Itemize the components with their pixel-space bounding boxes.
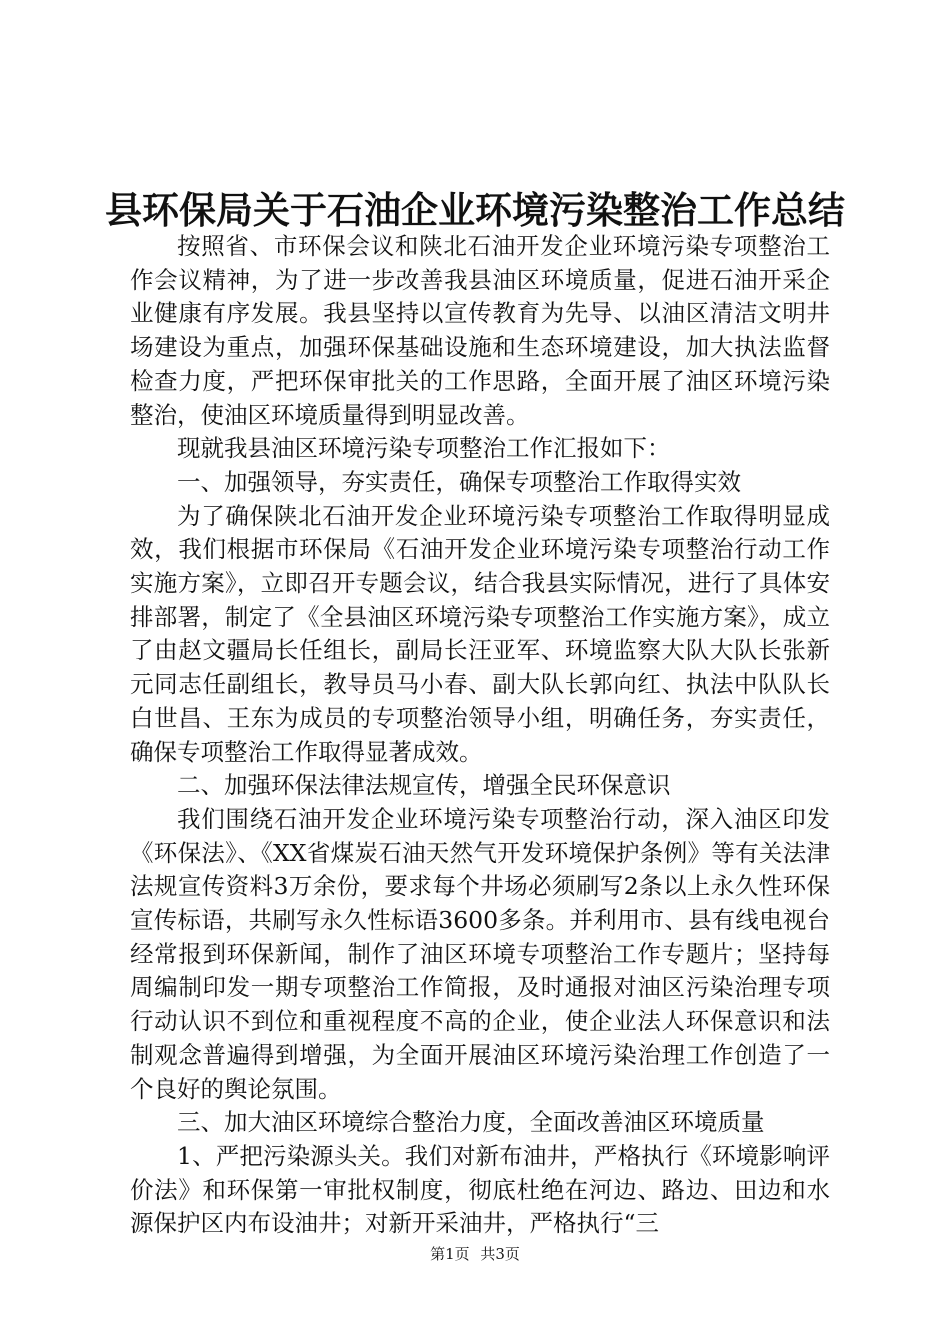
section-heading-3: 三、加大油区环境综合整治力度，全面改善油区环境质量 [177,1108,765,1137]
section-heading-1: 一、加强领导，夯实责任，确保专项整治工作取得实效 [177,467,741,496]
document-title: 县环保局关于石油企业环境污染整治工作总结 [105,188,845,232]
document-body [130,230,830,1241]
page-total: 共3页 [480,1245,520,1263]
paragraph-section-1: 为了确保陕北石油开发企业环境污染专项整治工作取得明显成效，我们根据市环保局《石油开发企业环境污染专项整治行动工作实施方案》，立即召开专题会议，结合我县实际情况，进行了具体安排部署，制定了《全县油区环境污染专项整治工作实施方案》，成立了由赵文疆局长任组长，副局长汪亚军、环境监察大队大队长张新元同志任副组长，教导员马小春、副大队长郭向红、执法中队队长白世昌、王东为成员的专项整治领导小组，明确任务，夯实责任，确保专项整治工作取得显著成效。 [130,501,830,766]
paragraph-intro: 按照省、市环保会议和陕北石油开发企业环境污染专项整治工作会议精神，为了进一步改善我县油区环境质量，促进石油开采企业健康有序发展。我县坚持以宣传教育为先导、以油区清洁文明井场建设为重点，加强环保基础设施和生态环境建设，加大执法监督检查力度，严把环保审批关的工作思路，全面开展了油区环境污染整治，使油区环境质量得到明显改善。 [130,232,830,429]
paragraph-section-2: 我们围绕石油开发企业环境污染专项整治行动，深入油区印发《环保法》、《XX省煤炭石油天然气开发环境保护条例》等有关法津法规宣传资料3万余份，要求每个井场必须刷写2条以上永久性环保宣传标语，共刷写永久性标语3600多条。并利用市、县有线电视台经常报到环保新闻，制作了油区环境专项整治工作专题片；坚持每周编制印发一期专项整治工作简报，及时通报对油区污染治理专项行动认识不到位和重视程度不高的企业，使企业法人环保意识和法制观念普遍得到增强，为全面开展油区环境污染治理工作创造了一个良好的舆论氛围。 [130,804,830,1103]
page-number: 第1页 [430,1245,470,1263]
section-heading-2: 二、加强环保法律法规宣传，增强全民环保意识 [177,771,671,800]
paragraph-section-3-item-1: 1、严把污染源头关。我们对新布油井，严格执行《环境影响评价法》和环保第一审批权制度，彻底杜绝在河边、路边、田边和水源保护区内布设油井；对新开采油井，严格执行“三 [130,1141,830,1238]
paragraph-report-lead: 现就我县油区环境污染专项整治工作汇报如下： [177,434,671,463]
page-footer [0,1244,950,1264]
